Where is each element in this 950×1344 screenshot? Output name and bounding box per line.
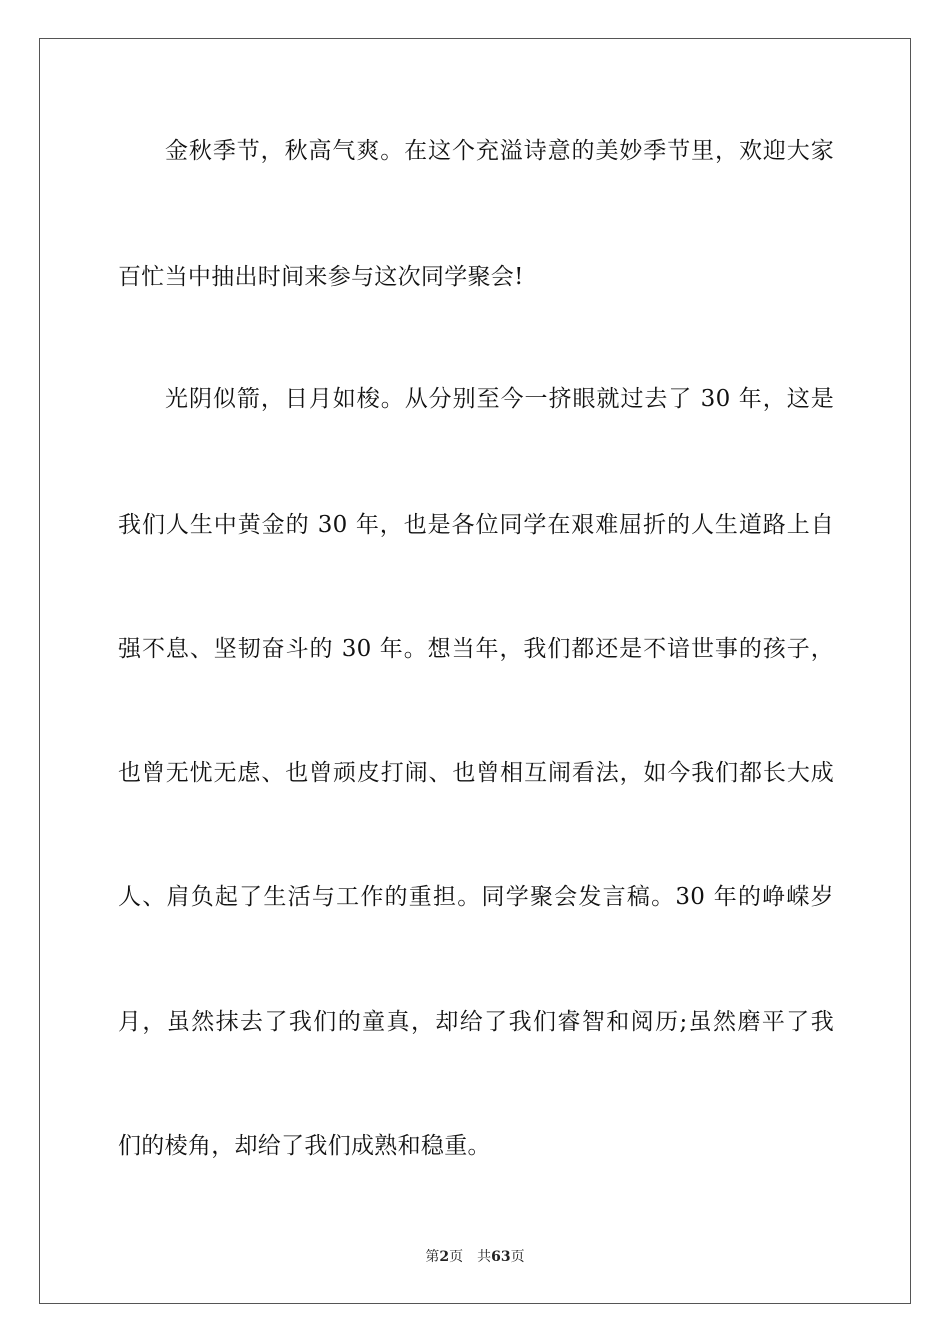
- page-prefix: 第: [425, 1249, 440, 1265]
- page-border: [39, 38, 911, 1304]
- total-suffix: 页: [510, 1249, 525, 1265]
- page-number: 2: [439, 1249, 450, 1265]
- page-suffix: 页: [449, 1249, 464, 1265]
- total-pages: 63: [491, 1249, 511, 1265]
- text-line-2: 百忙当中抽出时间来参与这次同学聚会!: [118, 264, 524, 290]
- text-line-1: 金秋季节，秋高气爽。在这个充溢诗意的美妙季节里，欢迎大家: [165, 138, 834, 164]
- text-line-7: 人、肩负起了生活与工作的重担。同学聚会发言稿。30 年的峥嵘岁: [118, 884, 834, 910]
- text-line-9: 们的棱角，却给了我们成熟和稳重。: [118, 1133, 491, 1159]
- text-line-3: 光阴似箭，日月如梭。从分别至今一挤眼就过去了 30 年，这是: [165, 386, 834, 412]
- text-line-8: 月，虽然抹去了我们的童真，却给了我们睿智和阅历;虽然磨平了我: [118, 1009, 834, 1035]
- text-line-5: 强不息、坚韧奋斗的 30 年。想当年，我们都还是不谙世事的孩子，: [118, 636, 834, 662]
- total-prefix: 共: [477, 1249, 492, 1265]
- text-line-4: 我们人生中黄金的 30 年，也是各位同学在艰难屈折的人生道路上自: [118, 512, 834, 538]
- text-line-6: 也曾无忧无虑、也曾顽皮打闹、也曾相互闹看法，如今我们都长大成: [118, 760, 834, 786]
- page-footer: [0, 1248, 950, 1266]
